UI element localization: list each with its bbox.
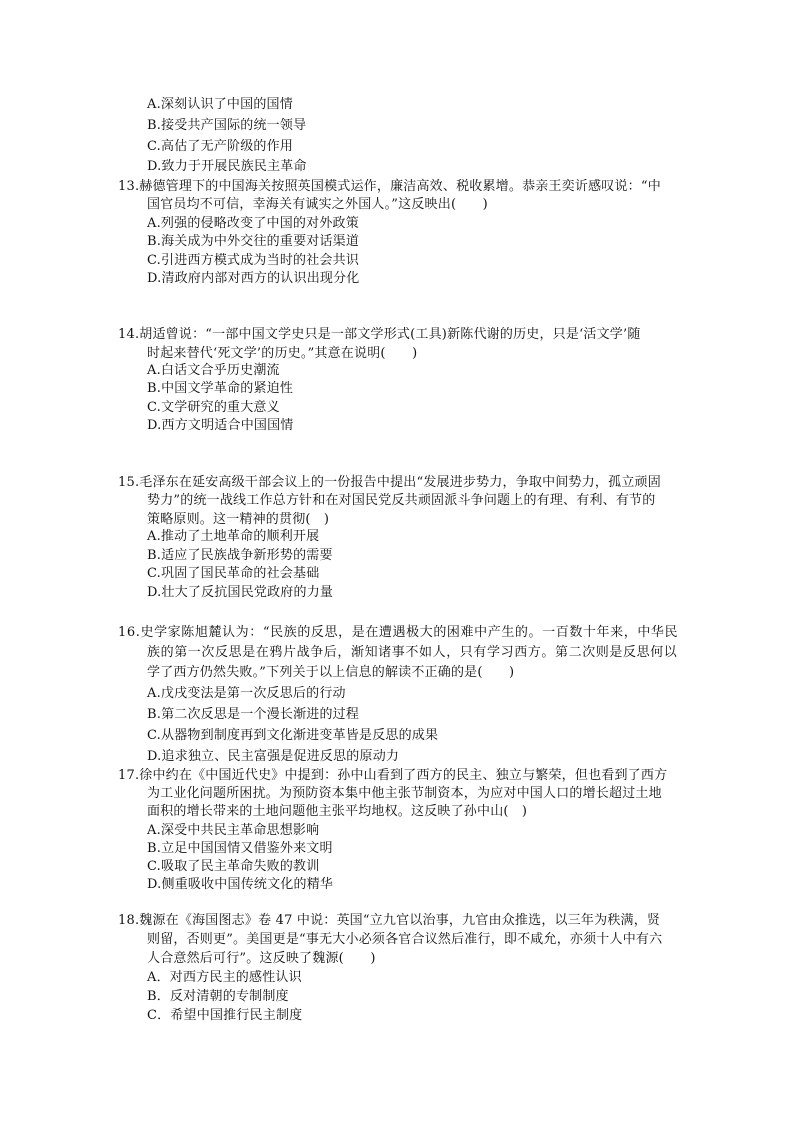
- q14-option-b: B.中国文学革命的紧迫性: [147, 381, 294, 396]
- q12-option-a: A.深刻认识了中国的国情: [147, 97, 293, 112]
- q14-option-d: D.西方文明适合中国国情: [147, 418, 294, 433]
- q15-stem-line-3: 策略原则。这一精神的贯彻( ): [147, 512, 330, 527]
- q17-option-d: D.侧重吸收中国传统文化的精华: [147, 877, 334, 892]
- q16-option-d: D.追求独立、民主富强是促进反思的原动力: [147, 749, 400, 764]
- q17-option-b: B.立足中国国情又借鉴外来文明: [147, 841, 333, 856]
- q18-stem-line-1: 18.魏源在《海国图志》卷 47 中说：英国“立九官以治事，九官由众推选，以三年为秩满，贤: [118, 913, 661, 928]
- q14-option-a: A.白话文合乎历史潮流: [147, 363, 280, 378]
- q15-option-b: B.适应了民族战争新形势的需要: [147, 548, 333, 563]
- q14-option-c: C.文学研究的重大意义: [147, 400, 280, 415]
- q16-option-a: A.戊戌变法是第一次反思后的行动: [147, 686, 346, 701]
- q14-stem-line-2: 时起来替代‘死文学’的历史。”其意在说明( ): [147, 346, 418, 361]
- q17-option-c: C.吸取了民主革命失败的教训: [147, 859, 320, 874]
- q17-stem-line-1: 17.徐中约在《中国近代史》中提到：孙中山看到了西方的民主、独立与繁荣，但也看到了西方: [118, 768, 668, 783]
- q12-option-c: C.高估了无产阶级的作用: [147, 139, 294, 154]
- q16-option-b: B.第二次反思是一个漫长渐进的过程: [147, 707, 360, 722]
- q12-option-d: D.致力于开展民族民主革命: [147, 159, 307, 174]
- q18-option-a: A．对西方民主的感性认识: [147, 970, 302, 985]
- q15-option-a: A.推动了土地革命的顺利开展: [147, 529, 320, 544]
- q16-option-c: C.从器物到制度再到文化渐进变革皆是反思的成果: [147, 728, 439, 743]
- q16-stem-line-3: 学了西方仍然失败。”下列关于以上信息的解读不正确的是( ): [147, 665, 515, 680]
- q16-stem-line-1: 16.史学家陈旭麓认为：“民族的反思，是在遭遇极大的困难中产生的。一百数十年来，中华民: [118, 625, 679, 640]
- q18-stem-line-2: 则留，否则更”。美国更是“事无大小必须各官合议然后准行，即不咸允，亦须十人中有六: [147, 932, 663, 947]
- q18-option-c: C．希望中国推行民主制度: [147, 1008, 303, 1023]
- q13-option-c: C.引进西方模式成为当时的社会共识: [147, 253, 360, 268]
- q18-stem-line-3: 人合意然后可行”。这反映了魏源( ): [147, 951, 376, 966]
- q16-stem-line-2: 族的第一次反思是在鸦片战争后，渐知诸事不如人，只有学习西方。第二次则是反思何以: [147, 645, 678, 660]
- q15-option-c: C.巩固了国民革命的社会基础: [147, 566, 320, 581]
- q14-stem-line-1: 14.胡适曾说：“一部中国文学史只是一部文学形式(工具)新陈代谢的历史，只是‘活文学’随: [118, 327, 641, 342]
- q12-option-b: B.接受共产国际的统一领导: [147, 118, 307, 133]
- q17-option-a: A.深受中共民主革命思想影响: [147, 823, 320, 838]
- q13-option-a: A.列强的侵略改变了中国的对外政策: [147, 216, 359, 231]
- q15-option-d: D.壮大了反抗国民党政府的力量: [147, 585, 334, 600]
- q15-stem-line-2: 势力”的统一战线工作总方针和在对国民党反共顽固派斗争问题上的有理、有利、有节的: [147, 493, 656, 508]
- q13-option-b: B.海关成为中外交往的重要对话渠道: [147, 234, 360, 249]
- q17-stem-line-2: 为工业化问题所困扰。为预防资本集中他主张节制资本，为应对中国人口的增长超过土地: [147, 786, 662, 801]
- q18-option-b: B．反对清朝的专制制度: [147, 989, 289, 1004]
- q13-stem-line-1: 13.赫德管理下的中国海关按照英国模式运作，廉洁高效、税收累增。恭亲王奕䜣感叹说：“中: [118, 179, 661, 194]
- q17-stem-line-3: 面积的增长带来的土地问题他主张平均地权。这反映了孙中山( ): [147, 804, 528, 819]
- q13-stem-line-2: 国官员均不可信，幸海关有诚实之外国人。”这反映出( ): [147, 197, 488, 212]
- q15-stem-line-1: 15.毛泽东在延安高级干部会议上的一份报告中提出“发展进步势力，争取中间势力，孤立顽固: [118, 475, 661, 490]
- q13-option-d: D.清政府内部对西方的认识出现分化: [147, 271, 360, 286]
